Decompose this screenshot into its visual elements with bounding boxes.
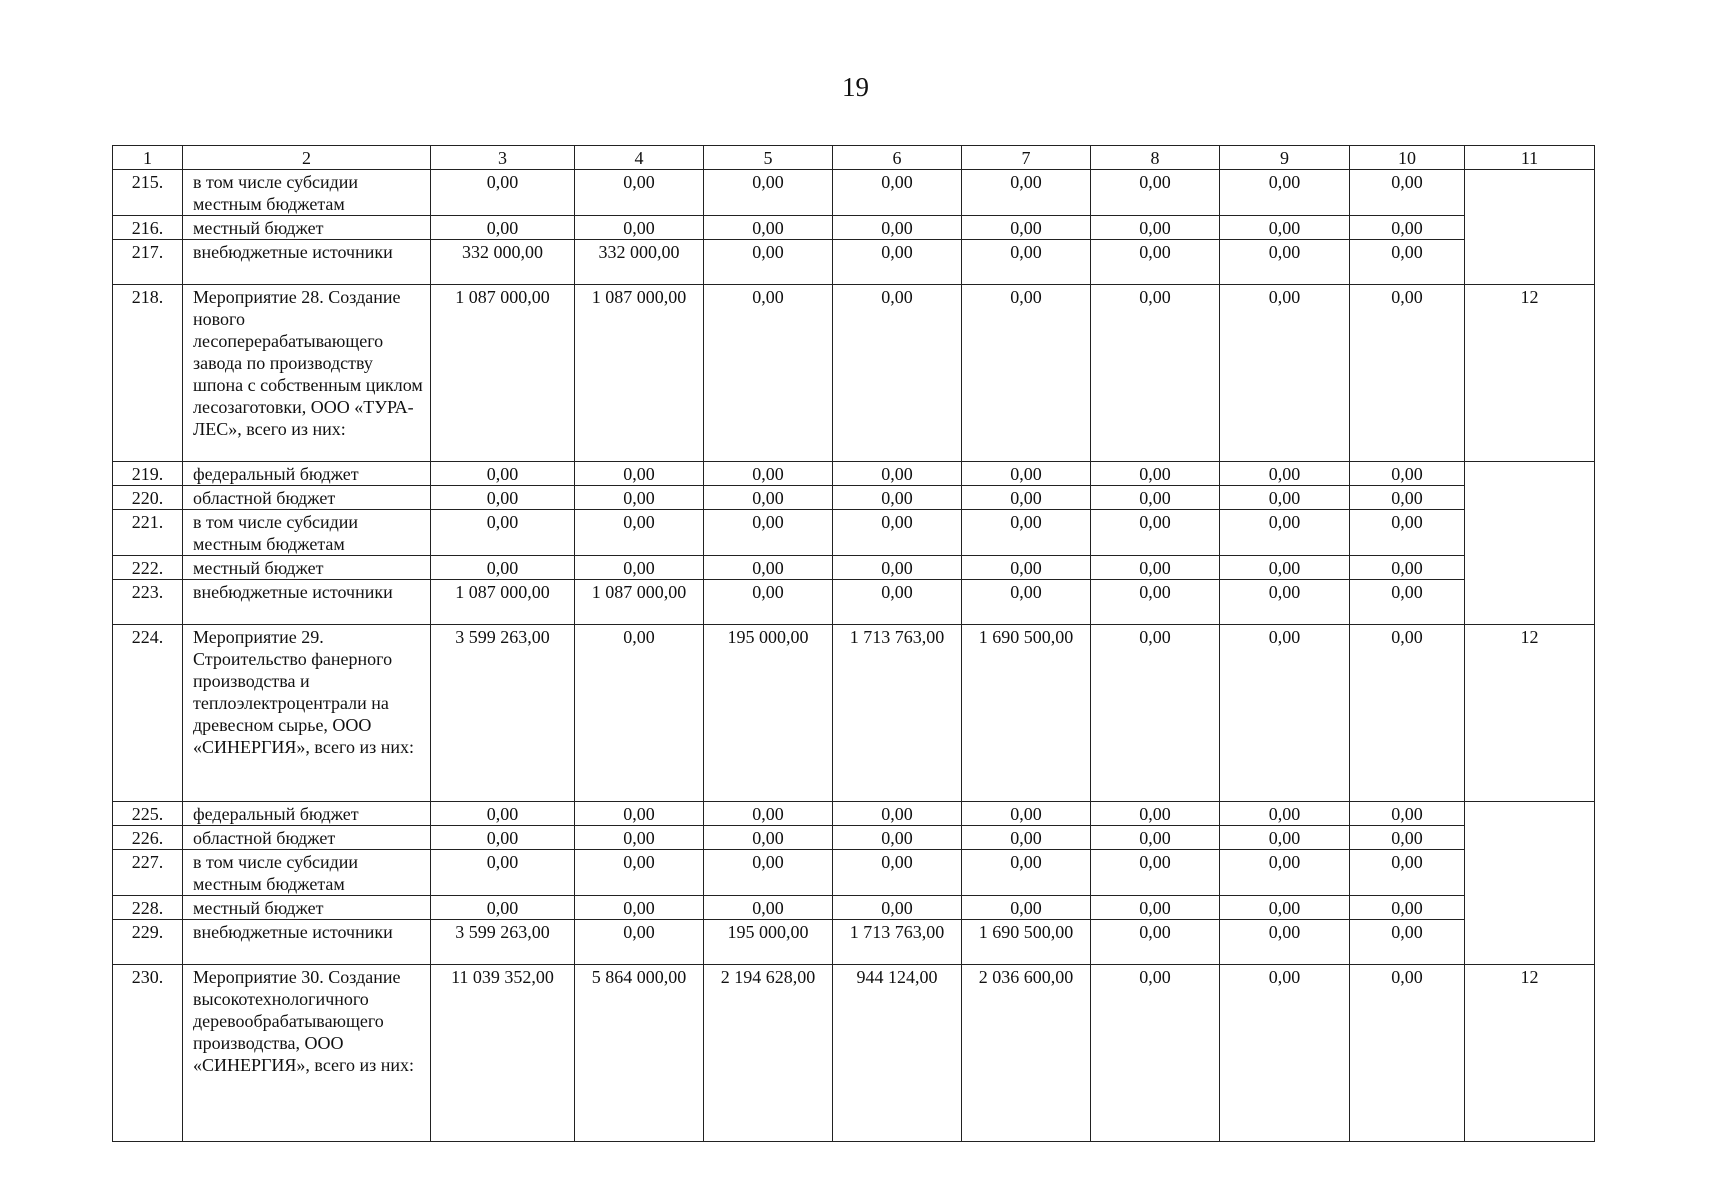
col11-cell: 12 (1465, 625, 1595, 802)
value-cell-col6: 0,00 (833, 170, 962, 216)
col11-cell (1465, 462, 1595, 625)
value-cell-col6: 0,00 (833, 896, 962, 920)
value-cell-col5: 0,00 (704, 486, 833, 510)
row-number: 223. (113, 580, 183, 625)
row-number: 216. (113, 216, 183, 240)
value-cell-col3: 1 087 000,00 (431, 285, 575, 462)
row-number: 225. (113, 802, 183, 826)
value-cell-col7: 0,00 (962, 802, 1091, 826)
row-description: местный бюджет (183, 216, 431, 240)
value-cell-col5: 0,00 (704, 240, 833, 285)
value-cell-col3: 0,00 (431, 462, 575, 486)
row-description: внебюджетные источники (183, 920, 431, 965)
value-cell-col10: 0,00 (1350, 510, 1465, 556)
value-cell-col8: 0,00 (1091, 240, 1220, 285)
value-cell-col10: 0,00 (1350, 802, 1465, 826)
header-cell: 8 (1091, 146, 1220, 170)
value-cell-col3: 0,00 (431, 170, 575, 216)
value-cell-col9: 0,00 (1220, 850, 1350, 896)
value-cell-col8: 0,00 (1091, 826, 1220, 850)
value-cell-col7: 0,00 (962, 216, 1091, 240)
header-cell: 2 (183, 146, 431, 170)
value-cell-col7: 0,00 (962, 850, 1091, 896)
header-cell: 6 (833, 146, 962, 170)
col11-cell (1465, 802, 1595, 965)
value-cell-col8: 0,00 (1091, 920, 1220, 965)
row-number: 217. (113, 240, 183, 285)
table-row (113, 285, 1595, 462)
value-cell-col10: 0,00 (1350, 920, 1465, 965)
value-cell-col8: 0,00 (1091, 556, 1220, 580)
header-cell: 11 (1465, 146, 1595, 170)
row-number: 215. (113, 170, 183, 216)
row-number: 227. (113, 850, 183, 896)
value-cell-col9: 0,00 (1220, 510, 1350, 556)
value-cell-col5: 0,00 (704, 850, 833, 896)
value-cell-col10: 0,00 (1350, 965, 1465, 1142)
table-row (113, 486, 1595, 510)
row-number: 220. (113, 486, 183, 510)
value-cell-col3: 332 000,00 (431, 240, 575, 285)
col11-cell: 12 (1465, 965, 1595, 1142)
header-cell: 7 (962, 146, 1091, 170)
value-cell-col5: 0,00 (704, 896, 833, 920)
value-cell-col10: 0,00 (1350, 580, 1465, 625)
value-cell-col7: 0,00 (962, 462, 1091, 486)
value-cell-col9: 0,00 (1220, 170, 1350, 216)
value-cell-col6: 0,00 (833, 802, 962, 826)
header-cell: 10 (1350, 146, 1465, 170)
budget-table (112, 145, 1595, 1142)
value-cell-col10: 0,00 (1350, 850, 1465, 896)
value-cell-col7: 0,00 (962, 285, 1091, 462)
value-cell-col8: 0,00 (1091, 850, 1220, 896)
value-cell-col5: 0,00 (704, 462, 833, 486)
value-cell-col9: 0,00 (1220, 826, 1350, 850)
value-cell-col9: 0,00 (1220, 462, 1350, 486)
value-cell-col5: 0,00 (704, 216, 833, 240)
table-row (113, 556, 1595, 580)
value-cell-col3: 0,00 (431, 826, 575, 850)
table-row (113, 625, 1595, 802)
table-row (113, 802, 1595, 826)
row-description: областной бюджет (183, 486, 431, 510)
header-cell: 1 (113, 146, 183, 170)
row-number: 228. (113, 896, 183, 920)
value-cell-col6: 0,00 (833, 486, 962, 510)
value-cell-col7: 0,00 (962, 580, 1091, 625)
value-cell-col7: 0,00 (962, 486, 1091, 510)
row-number: 221. (113, 510, 183, 556)
value-cell-col3: 3 599 263,00 (431, 920, 575, 965)
value-cell-col3: 0,00 (431, 486, 575, 510)
value-cell-col3: 0,00 (431, 802, 575, 826)
value-cell-col3: 1 087 000,00 (431, 580, 575, 625)
header-cell: 9 (1220, 146, 1350, 170)
value-cell-col4: 0,00 (575, 510, 704, 556)
value-cell-col4: 5 864 000,00 (575, 965, 704, 1142)
value-cell-col4: 0,00 (575, 826, 704, 850)
value-cell-col5: 0,00 (704, 510, 833, 556)
value-cell-col8: 0,00 (1091, 216, 1220, 240)
value-cell-col8: 0,00 (1091, 486, 1220, 510)
col11-cell: 12 (1465, 285, 1595, 462)
value-cell-col8: 0,00 (1091, 802, 1220, 826)
row-number: 226. (113, 826, 183, 850)
value-cell-col5: 195 000,00 (704, 920, 833, 965)
value-cell-col5: 0,00 (704, 556, 833, 580)
value-cell-col4: 0,00 (575, 556, 704, 580)
value-cell-col4: 0,00 (575, 486, 704, 510)
value-cell-col4: 0,00 (575, 802, 704, 826)
value-cell-col7: 0,00 (962, 510, 1091, 556)
value-cell-col6: 0,00 (833, 216, 962, 240)
value-cell-col9: 0,00 (1220, 625, 1350, 802)
value-cell-col5: 2 194 628,00 (704, 965, 833, 1142)
col11-cell (1465, 170, 1595, 285)
row-description: в том числе субсидии местным бюджетам (183, 510, 431, 556)
value-cell-col10: 0,00 (1350, 896, 1465, 920)
row-description: внебюджетные источники (183, 580, 431, 625)
row-description: внебюджетные источники (183, 240, 431, 285)
row-number: 224. (113, 625, 183, 802)
table-row (113, 462, 1595, 486)
value-cell-col7: 0,00 (962, 556, 1091, 580)
table-row (113, 240, 1595, 285)
value-cell-col4: 0,00 (575, 625, 704, 802)
page-number: 19 (842, 72, 869, 102)
value-cell-col8: 0,00 (1091, 896, 1220, 920)
value-cell-col10: 0,00 (1350, 462, 1465, 486)
value-cell-col10: 0,00 (1350, 170, 1465, 216)
row-description: Мероприятие 28. Создание нового лесоперерабатывающего завода по производству шпона с собственным циклом лесозаготовки, ООО «ТУРА-ЛЕС», всего из них: (183, 285, 431, 462)
value-cell-col7: 0,00 (962, 240, 1091, 285)
value-cell-col9: 0,00 (1220, 285, 1350, 462)
value-cell-col10: 0,00 (1350, 486, 1465, 510)
value-cell-col8: 0,00 (1091, 965, 1220, 1142)
value-cell-col9: 0,00 (1220, 896, 1350, 920)
header-cell: 5 (704, 146, 833, 170)
value-cell-col6: 0,00 (833, 826, 962, 850)
value-cell-col8: 0,00 (1091, 170, 1220, 216)
value-cell-col9: 0,00 (1220, 965, 1350, 1142)
value-cell-col4: 0,00 (575, 920, 704, 965)
value-cell-col6: 0,00 (833, 285, 962, 462)
row-description: в том числе субсидии местным бюджетам (183, 850, 431, 896)
row-description: местный бюджет (183, 896, 431, 920)
value-cell-col5: 0,00 (704, 170, 833, 216)
table-row (113, 170, 1595, 216)
table-row (113, 510, 1595, 556)
row-description: областной бюджет (183, 826, 431, 850)
value-cell-col9: 0,00 (1220, 920, 1350, 965)
value-cell-col4: 0,00 (575, 216, 704, 240)
value-cell-col3: 0,00 (431, 510, 575, 556)
value-cell-col5: 0,00 (704, 826, 833, 850)
value-cell-col9: 0,00 (1220, 240, 1350, 285)
value-cell-col6: 944 124,00 (833, 965, 962, 1142)
value-cell-col3: 11 039 352,00 (431, 965, 575, 1142)
value-cell-col7: 1 690 500,00 (962, 920, 1091, 965)
value-cell-col10: 0,00 (1350, 216, 1465, 240)
value-cell-col5: 0,00 (704, 580, 833, 625)
value-cell-col7: 0,00 (962, 170, 1091, 216)
row-description: федеральный бюджет (183, 462, 431, 486)
value-cell-col10: 0,00 (1350, 826, 1465, 850)
row-number: 219. (113, 462, 183, 486)
value-cell-col10: 0,00 (1350, 556, 1465, 580)
table-row (113, 580, 1595, 625)
value-cell-col8: 0,00 (1091, 510, 1220, 556)
value-cell-col7: 2 036 600,00 (962, 965, 1091, 1142)
value-cell-col3: 0,00 (431, 896, 575, 920)
value-cell-col4: 0,00 (575, 170, 704, 216)
table-row (113, 965, 1595, 1142)
table-row (113, 850, 1595, 896)
value-cell-col3: 3 599 263,00 (431, 625, 575, 802)
row-number: 218. (113, 285, 183, 462)
value-cell-col6: 0,00 (833, 510, 962, 556)
value-cell-col6: 0,00 (833, 462, 962, 486)
value-cell-col9: 0,00 (1220, 556, 1350, 580)
value-cell-col4: 0,00 (575, 462, 704, 486)
value-cell-col4: 0,00 (575, 896, 704, 920)
row-number: 229. (113, 920, 183, 965)
value-cell-col6: 0,00 (833, 580, 962, 625)
value-cell-col4: 332 000,00 (575, 240, 704, 285)
value-cell-col4: 1 087 000,00 (575, 285, 704, 462)
value-cell-col8: 0,00 (1091, 285, 1220, 462)
table-row (113, 216, 1595, 240)
table-row (113, 826, 1595, 850)
header-cell: 4 (575, 146, 704, 170)
value-cell-col4: 0,00 (575, 850, 704, 896)
value-cell-col9: 0,00 (1220, 216, 1350, 240)
value-cell-col6: 0,00 (833, 240, 962, 285)
value-cell-col8: 0,00 (1091, 462, 1220, 486)
value-cell-col5: 0,00 (704, 285, 833, 462)
table-row (113, 920, 1595, 965)
header-cell: 3 (431, 146, 575, 170)
value-cell-col7: 0,00 (962, 896, 1091, 920)
value-cell-col3: 0,00 (431, 556, 575, 580)
row-description: Мероприятие 29. Строительство фанерного производства и теплоэлектроцентрали на древесном сырье, ООО «СИНЕРГИЯ», всего из них: (183, 625, 431, 802)
value-cell-col7: 1 690 500,00 (962, 625, 1091, 802)
value-cell-col3: 0,00 (431, 216, 575, 240)
row-description: в том числе субсидии местным бюджетам (183, 170, 431, 216)
row-description: Мероприятие 30. Создание высокотехнологичного деревообрабатывающего производства, ООО «СИНЕРГИЯ», всего из них: (183, 965, 431, 1142)
table-body (113, 146, 1595, 1142)
value-cell-col8: 0,00 (1091, 580, 1220, 625)
value-cell-col8: 0,00 (1091, 625, 1220, 802)
row-number: 222. (113, 556, 183, 580)
value-cell-col10: 0,00 (1350, 285, 1465, 462)
row-description: местный бюджет (183, 556, 431, 580)
value-cell-col6: 1 713 763,00 (833, 625, 962, 802)
value-cell-col7: 0,00 (962, 826, 1091, 850)
value-cell-col4: 1 087 000,00 (575, 580, 704, 625)
value-cell-col5: 195 000,00 (704, 625, 833, 802)
value-cell-col6: 0,00 (833, 850, 962, 896)
value-cell-col6: 1 713 763,00 (833, 920, 962, 965)
value-cell-col9: 0,00 (1220, 580, 1350, 625)
table-row (113, 896, 1595, 920)
value-cell-col9: 0,00 (1220, 802, 1350, 826)
row-number: 230. (113, 965, 183, 1142)
value-cell-col10: 0,00 (1350, 625, 1465, 802)
header-row (113, 146, 1595, 170)
value-cell-col6: 0,00 (833, 556, 962, 580)
value-cell-col3: 0,00 (431, 850, 575, 896)
value-cell-col5: 0,00 (704, 802, 833, 826)
value-cell-col9: 0,00 (1220, 486, 1350, 510)
value-cell-col10: 0,00 (1350, 240, 1465, 285)
row-description: федеральный бюджет (183, 802, 431, 826)
